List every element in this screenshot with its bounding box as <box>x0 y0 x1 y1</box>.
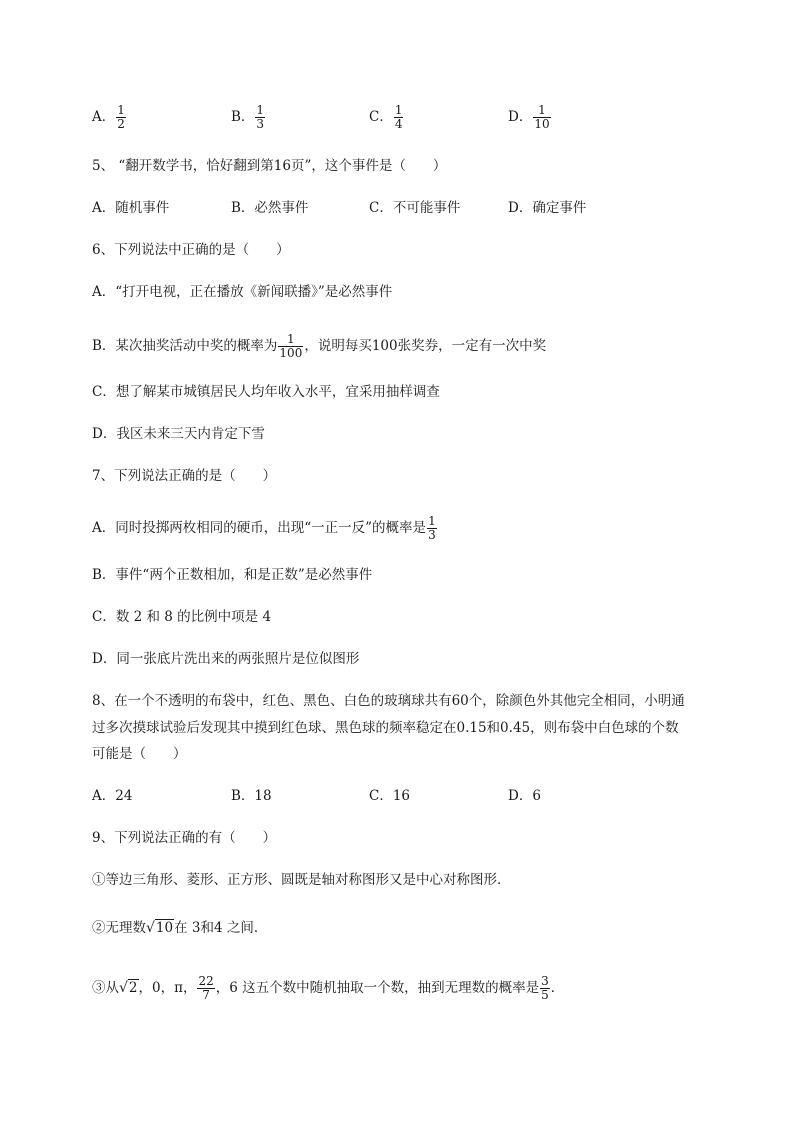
statement-text: ． <box>550 980 565 996</box>
q5-stem: 5、 “翻开数学书，恰好翻到第16页”，这个事件是（ ） <box>92 158 447 174</box>
fraction <box>255 104 265 131</box>
fraction-numerator: 1 <box>428 514 436 528</box>
fraction-denominator: 4 <box>394 117 403 131</box>
fraction <box>394 104 404 131</box>
q9-stem: 9、下列说法正确的有（ ） <box>92 830 277 846</box>
radicand: 10 <box>155 920 174 936</box>
q5-option-d: D．确定事件 <box>508 200 587 216</box>
q8-option-a: A．24 <box>92 788 133 804</box>
q6-option-b <box>92 333 546 360</box>
option-text: B．某次抽奖活动中奖的概率为 <box>92 338 278 354</box>
q4-option-d <box>508 104 552 131</box>
q8-option-d: D．6 <box>508 788 541 804</box>
q6-option-d: D．我区未来三天内肯定下雪 <box>92 426 265 442</box>
q8-stem-line-1: 8、在一个不透明的布袋中，红色、黑色、白色的玻璃球共有60个，除颜色外其他完全相同，小明通 <box>92 693 685 709</box>
fraction-numerator: 1 <box>394 103 403 117</box>
fraction-denominator: 2 <box>117 117 125 131</box>
q8-option-b: B．18 <box>231 788 272 804</box>
radical-sign: √ <box>119 980 128 996</box>
statement-text: 在 3和4 之间． <box>174 920 268 936</box>
fraction-denominator: 3 <box>428 528 436 542</box>
statement-text: ，0，π， <box>138 980 197 996</box>
q7-option-a <box>92 515 438 542</box>
q7-option-c: C．数 2 和 8 的比例中项是 4 <box>92 609 272 625</box>
fraction-numerator: 1 <box>533 104 550 118</box>
fraction-denominator: 7 <box>202 988 210 1002</box>
option-label: D． <box>508 109 533 125</box>
q5-option-b: B．必然事件 <box>231 200 309 216</box>
fraction <box>278 333 303 360</box>
square-root <box>146 919 174 937</box>
fraction-denominator: 5 <box>541 988 549 1002</box>
q6-option-a: A．“打开电视，正在播放《新闻联播》”是必然事件 <box>92 284 393 300</box>
fraction-numerator: 1 <box>117 103 125 117</box>
q8-stem-line-2: 过多次摸球试验后发现其中摸到红色球、黑色球的频率稳定在0.15和0.45，则布袋中白色球的个数 <box>92 720 679 736</box>
square-root <box>119 979 139 997</box>
q7-stem: 7、下列说法正确的是（ ） <box>92 468 277 484</box>
q7-option-b: B．事件“两个正数相加，和是正数”是必然事件 <box>92 567 373 583</box>
q8-option-c: C．16 <box>369 788 411 804</box>
fraction <box>427 515 437 542</box>
fraction-denominator: 3 <box>256 117 265 131</box>
q5-option-a: A．随机事件 <box>92 200 170 216</box>
fraction-denominator: 100 <box>279 346 303 360</box>
q9-statement-3 <box>92 975 564 1002</box>
option-label: C． <box>369 109 393 125</box>
fraction <box>540 975 550 1002</box>
option-label: B． <box>231 109 255 125</box>
radicand: 2 <box>128 980 138 996</box>
q9-statement-1: ①等边三角形、菱形、正方形、圆既是轴对称图形又是中心对称图形． <box>92 872 511 888</box>
statement-text: ③从 <box>92 980 119 996</box>
fraction-denominator: 10 <box>534 117 550 131</box>
q6-stem: 6、下列说法中正确的是（ ） <box>92 242 290 258</box>
fraction-numerator: 1 <box>256 103 265 117</box>
statement-text: ②无理数 <box>92 920 146 936</box>
q4-option-b <box>231 104 266 131</box>
option-text: A．同时投掷两枚相同的硬币，出现“一正一反”的概率是 <box>92 520 427 536</box>
option-label: A． <box>92 109 116 125</box>
q7-option-d: D．同一张底片洗出来的两张照片是位似图形 <box>92 651 360 667</box>
option-text: ，说明每买100张奖券，一定有一次中奖 <box>304 338 547 354</box>
q6-option-c: C．想了解某市城镇居民人均年收入水平，宜采用抽样调查 <box>92 384 440 400</box>
fraction-numerator: 3 <box>541 974 549 988</box>
q8-stem-line-3: 可能是（ ） <box>92 746 187 762</box>
statement-text: ，6 这五个数中随机抽取一个数，抽到无理数的概率是 <box>215 980 540 996</box>
fraction <box>197 975 214 1002</box>
q5-option-c: C．不可能事件 <box>369 200 461 216</box>
fraction <box>116 104 126 131</box>
fraction-numerator: 22 <box>198 974 214 988</box>
q4-option-c <box>369 104 404 131</box>
q4-option-a <box>92 104 127 131</box>
fraction-numerator: 1 <box>278 333 303 347</box>
radical-sign: √ <box>146 920 155 936</box>
fraction <box>533 104 550 131</box>
q9-statement-2 <box>92 919 267 937</box>
